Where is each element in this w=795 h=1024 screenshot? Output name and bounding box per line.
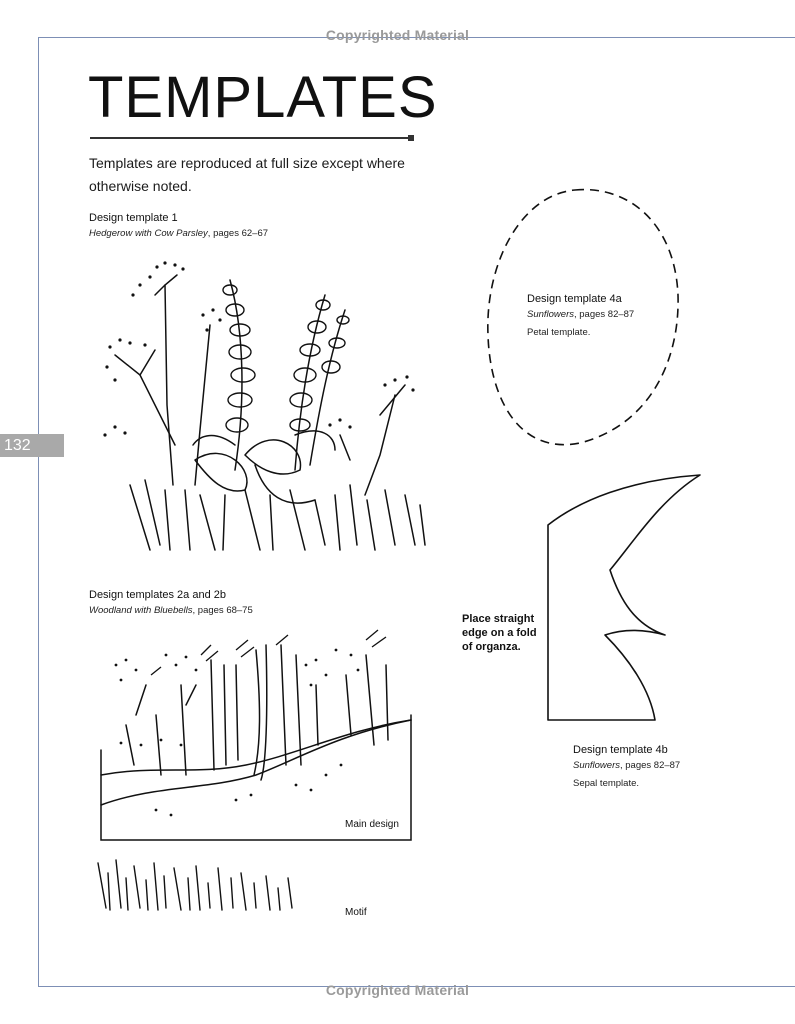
template4b-subtitle: Sunflowers, pages 82–87 (573, 760, 681, 771)
template1-caption (89, 211, 268, 241)
fold-instruction-line-2: edge on a fold (462, 627, 537, 639)
template4a-subtitle: Sunflowers, pages 82–87 (527, 309, 635, 320)
title-rule-end (408, 135, 414, 141)
fold-instruction-line-1: Place straight (462, 613, 535, 625)
template2-subtitle: Woodland with Bluebells, pages 68–75 (89, 605, 253, 616)
template4a-title: Design template 4a (527, 293, 622, 305)
template2-title: Design templates 2a and 2b (89, 589, 226, 601)
watermark-top: Copyrighted Material (325, 27, 470, 43)
template4b-note: Sepal template. (573, 778, 640, 789)
watermark-bottom: Copyrighted Material (325, 982, 470, 998)
intro-text: Templates are reproduced at full size except where otherwise noted. (89, 155, 405, 194)
page-number-tab: 132 (0, 434, 64, 457)
title-rule (90, 137, 410, 139)
template4a-caption (527, 292, 634, 340)
template4b-title: Design template 4b (573, 744, 668, 756)
template4a-note: Petal template. (527, 327, 591, 338)
main-design-label: Main design (345, 819, 399, 830)
sepal-template-outline (540, 470, 710, 725)
template2-caption (89, 588, 253, 618)
page-title: TEMPLATES (88, 65, 438, 130)
fold-instruction (462, 612, 537, 654)
template1-title: Design template 1 (89, 212, 178, 224)
woodland-illustration (96, 625, 416, 845)
hedgerow-illustration (95, 255, 440, 555)
motif-label: Motif (345, 907, 367, 918)
motif-illustration (96, 858, 301, 918)
template4b-caption (573, 743, 680, 791)
fold-instruction-line-3: of organza. (462, 641, 521, 653)
template1-subtitle: Hedgerow with Cow Parsley, pages 62–67 (89, 228, 269, 239)
